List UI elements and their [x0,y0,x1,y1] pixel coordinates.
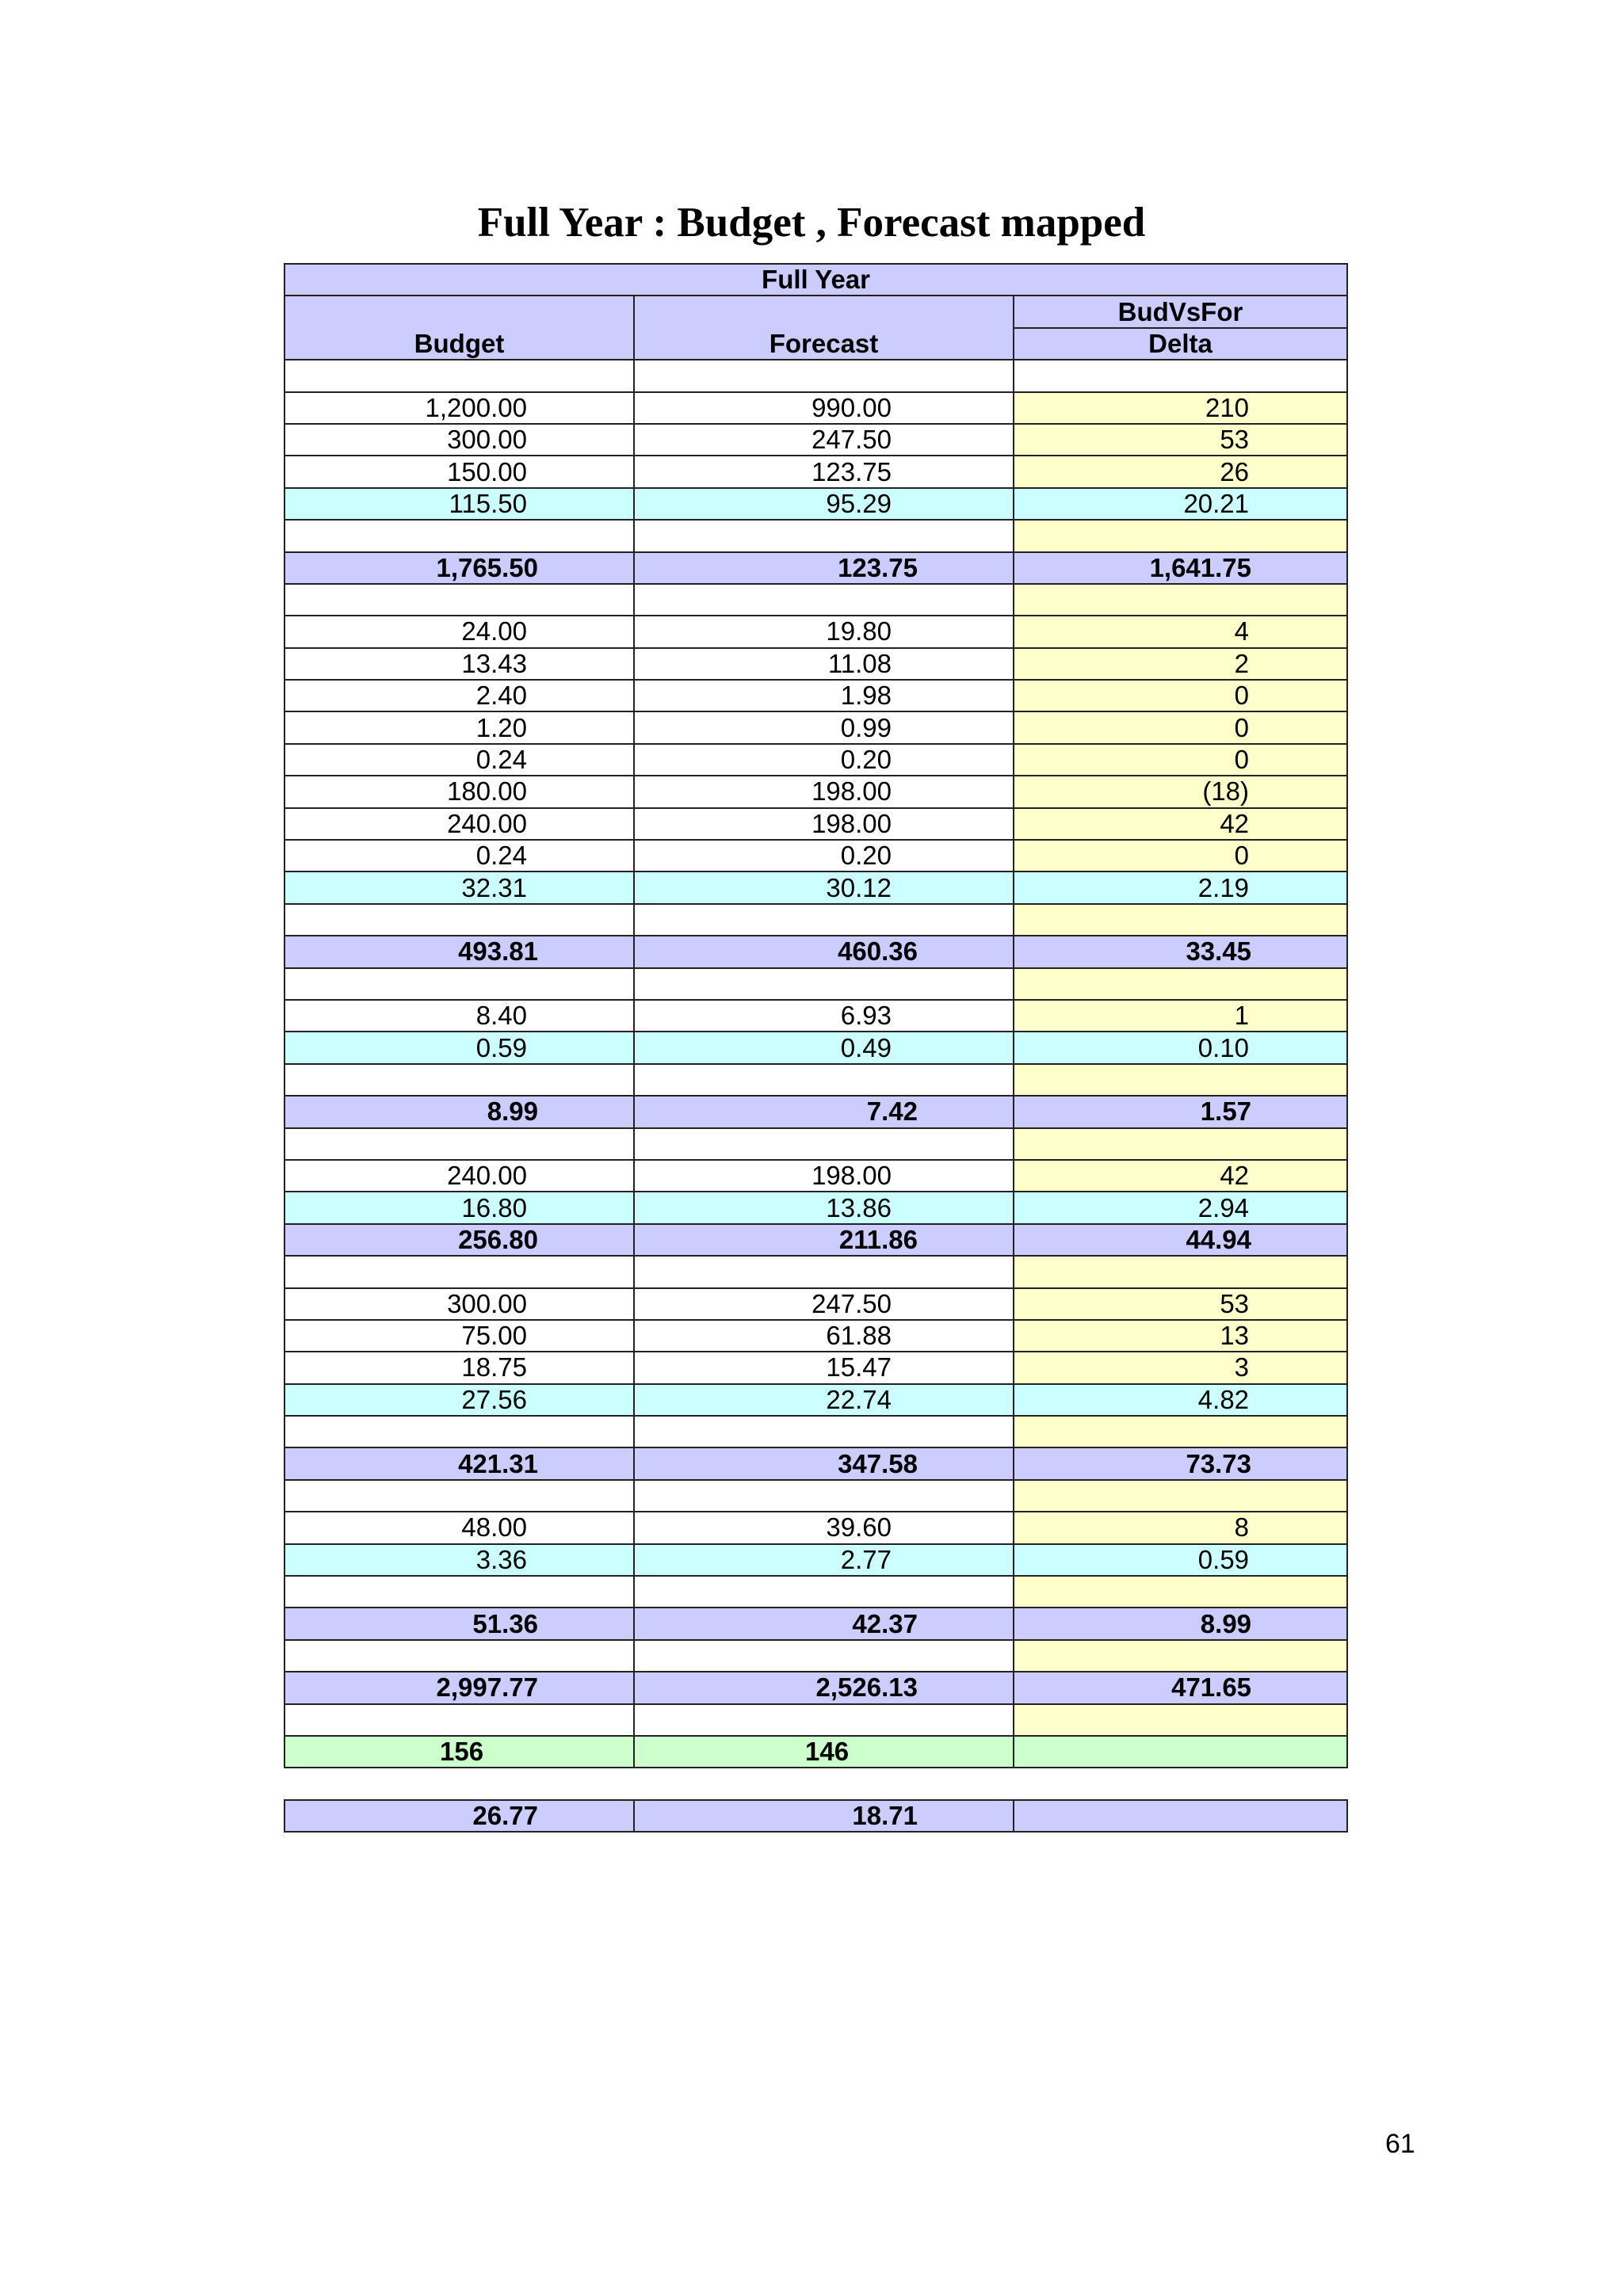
delta-cell [1014,1640,1347,1672]
budget-cell: 180.00 [285,776,634,807]
budget-cell [285,1064,634,1096]
delta-cell: 53 [1014,1288,1347,1320]
table-row [285,1256,1347,1287]
delta-cell: 210 [1014,392,1347,424]
page-number: 61 [1385,2129,1415,2159]
table-row [285,680,1347,711]
table-row [285,1480,1347,1512]
forecast-cell: 347.58 [634,1447,1014,1479]
forecast-cell: 123.75 [634,456,1014,487]
budget-cell: 8.40 [285,1000,634,1032]
forecast-cell [634,1256,1014,1287]
delta-cell: 2 [1014,648,1347,680]
table-row [285,456,1347,487]
full-year-table [284,263,1348,1833]
budget-cell [285,520,634,551]
budget-cell: 1.20 [285,711,634,743]
delta-cell: 0 [1014,711,1347,743]
budget-cell: 1,200.00 [285,392,634,424]
budget-cell [285,1576,634,1608]
budget-cell [285,1128,634,1160]
delta-cell [1014,1256,1347,1287]
table-row [285,648,1347,680]
delta-cell [1014,1064,1347,1096]
table-row [285,808,1347,840]
group-header: Full Year [285,264,1347,296]
forecast-cell: 2.77 [634,1544,1014,1576]
table-row [285,1000,1347,1032]
forecast-cell: 39.60 [634,1512,1014,1543]
budget-cell: 26.77 [285,1800,634,1832]
budget-cell [285,1704,634,1736]
delta-cell: 0 [1014,744,1347,776]
table-row [285,520,1347,551]
delta-cell [1014,1800,1347,1832]
budget-cell: 51.36 [285,1608,634,1639]
forecast-cell [634,520,1014,551]
budget-cell [285,584,634,616]
budget-cell: 3.36 [285,1544,634,1576]
subtotal-row [285,1672,1347,1703]
forecast-cell: 0.20 [634,744,1014,776]
budget-cell: 13.43 [285,648,634,680]
delta-cell: 44.94 [1014,1224,1347,1256]
forecast-cell [634,1128,1014,1160]
delta-cell [1014,584,1347,616]
table-row [285,871,1347,903]
delta-cell [1014,1704,1347,1736]
forecast-cell: 11.08 [634,648,1014,680]
budget-cell: 16.80 [285,1192,634,1223]
budget-cell: 300.00 [285,1288,634,1320]
budget-cell: 421.31 [285,1447,634,1479]
forecast-cell: 18.71 [634,1800,1014,1832]
subtotal-row [285,1608,1347,1639]
delta-cell: 2.19 [1014,871,1347,903]
forecast-cell: 6.93 [634,1000,1014,1032]
forecast-cell: 1.98 [634,680,1014,711]
forecast-cell: 0.49 [634,1032,1014,1063]
forecast-cell [634,1416,1014,1447]
forecast-cell: 19.80 [634,616,1014,647]
delta-cell: 20.21 [1014,488,1347,520]
forecast-cell: 30.12 [634,871,1014,903]
forecast-cell: 247.50 [634,1288,1014,1320]
subtotal-row [285,1096,1347,1127]
table-row [285,1032,1347,1063]
table-row [285,1416,1347,1447]
delta-cell: (18) [1014,776,1347,807]
budget-cell: 48.00 [285,1512,634,1543]
budget-cell: 240.00 [285,1160,634,1192]
delta-cell: 0 [1014,680,1347,711]
delta-cell: 26 [1014,456,1347,487]
budget-header: Budget [285,296,634,360]
forecast-cell: 198.00 [634,808,1014,840]
forecast-cell: 0.20 [634,840,1014,871]
delta-header: Delta [1014,328,1347,360]
delta-cell [1014,520,1347,551]
delta-cell: 42 [1014,808,1347,840]
table-row [285,904,1347,936]
delta-cell [1014,968,1347,1000]
forecast-cell: 0.99 [634,711,1014,743]
delta-cell: 3 [1014,1352,1347,1383]
budget-cell: 8.99 [285,1096,634,1127]
table-row [285,1640,1347,1672]
delta-cell: 33.45 [1014,936,1347,967]
budget-cell: 0.24 [285,744,634,776]
forecast-cell [634,1768,1014,1799]
table-row [285,711,1347,743]
page-title: Full Year : Budget , Forecast mapped [477,200,1146,246]
budget-cell: 156 [285,1736,634,1768]
table-row [285,488,1347,520]
forecast-cell: 211.86 [634,1224,1014,1256]
budget-cell: 2,997.77 [285,1672,634,1703]
forecast-cell: 990.00 [634,392,1014,424]
forecast-cell: 42.37 [634,1608,1014,1639]
table-row [285,1544,1347,1576]
delta-cell: 0.59 [1014,1544,1347,1576]
delta-cell: 13 [1014,1320,1347,1352]
budget-cell: 300.00 [285,424,634,456]
count-row [285,1736,1347,1768]
table-row [285,1160,1347,1192]
budget-cell [285,968,634,1000]
table-row [285,424,1347,456]
forecast-cell: 13.86 [634,1192,1014,1223]
table-row [285,1800,1347,1832]
delta-cell: 1 [1014,1000,1347,1032]
table-row [285,584,1347,616]
forecast-cell: 123.75 [634,552,1014,584]
forecast-cell: 61.88 [634,1320,1014,1352]
delta-cell [1014,360,1347,391]
delta-cell: 8 [1014,1512,1347,1543]
budget-cell [285,360,634,391]
forecast-cell: 22.74 [634,1384,1014,1416]
budget-cell: 493.81 [285,936,634,967]
table-row [285,1384,1347,1416]
table-row [285,1352,1347,1383]
delta-cell [1014,1768,1347,1799]
table-row [285,1128,1347,1160]
delta-cell [1014,904,1347,936]
forecast-cell [634,1640,1014,1672]
budget-cell [285,1480,634,1512]
budget-cell: 240.00 [285,808,634,840]
column-header-row-1 [285,296,1347,327]
forecast-cell [634,1480,1014,1512]
budget-cell [285,1768,634,1799]
budget-cell: 75.00 [285,1320,634,1352]
delta-cell: 73.73 [1014,1447,1347,1479]
forecast-cell [634,1576,1014,1608]
budget-cell [285,1416,634,1447]
table-row [285,968,1347,1000]
delta-cell: 4.82 [1014,1384,1347,1416]
forecast-cell: 146 [634,1736,1014,1768]
delta-cell [1014,1576,1347,1608]
delta-cell: 53 [1014,424,1347,456]
delta-cell: 2.94 [1014,1192,1347,1223]
forecast-cell [634,584,1014,616]
delta-cell: 0.10 [1014,1032,1347,1063]
budget-cell: 27.56 [285,1384,634,1416]
table-row [285,840,1347,871]
forecast-cell [634,1704,1014,1736]
budget-cell: 18.75 [285,1352,634,1383]
delta-cell: 4 [1014,616,1347,647]
forecast-header: Forecast [634,296,1014,360]
group-header-row [285,264,1347,296]
subtotal-row [285,552,1347,584]
table-row [285,1704,1347,1736]
forecast-cell [634,1064,1014,1096]
delta-cell: 1.57 [1014,1096,1347,1127]
delta-cell [1014,1416,1347,1447]
table-row [285,1576,1347,1608]
forecast-cell [634,904,1014,936]
delta-cell: 471.65 [1014,1672,1347,1703]
forecast-cell: 247.50 [634,424,1014,456]
table-row [285,1512,1347,1543]
table-row [285,1320,1347,1352]
budget-cell: 115.50 [285,488,634,520]
budget-cell: 1,765.50 [285,552,634,584]
budget-cell: 0.24 [285,840,634,871]
table-row [285,1768,1347,1799]
delta-cell [1014,1736,1347,1768]
table-row [285,392,1347,424]
budget-cell [285,1640,634,1672]
budget-cell: 0.59 [285,1032,634,1063]
delta-cell: 42 [1014,1160,1347,1192]
budget-cell [285,1256,634,1287]
forecast-cell: 2,526.13 [634,1672,1014,1703]
budget-cell: 2.40 [285,680,634,711]
budvsfor-header: BudVsFor [1014,296,1347,327]
forecast-cell [634,968,1014,1000]
subtotal-row [285,936,1347,967]
forecast-cell: 198.00 [634,1160,1014,1192]
table-row [285,1192,1347,1223]
budget-cell [285,904,634,936]
table-row [285,360,1347,391]
forecast-cell: 95.29 [634,488,1014,520]
table-row [285,1064,1347,1096]
table-row [285,616,1347,647]
budget-cell: 256.80 [285,1224,634,1256]
forecast-cell [634,360,1014,391]
forecast-cell: 7.42 [634,1096,1014,1127]
table-row [285,776,1347,807]
delta-cell: 0 [1014,840,1347,871]
delta-cell: 1,641.75 [1014,552,1347,584]
table-row [285,744,1347,776]
delta-cell [1014,1128,1347,1160]
budget-cell: 24.00 [285,616,634,647]
subtotal-row [285,1224,1347,1256]
budget-cell: 150.00 [285,456,634,487]
subtotal-row [285,1447,1347,1479]
forecast-cell: 198.00 [634,776,1014,807]
budget-cell: 32.31 [285,871,634,903]
forecast-cell: 15.47 [634,1352,1014,1383]
delta-cell: 8.99 [1014,1608,1347,1639]
table-row [285,1288,1347,1320]
forecast-cell: 460.36 [634,936,1014,967]
delta-cell [1014,1480,1347,1512]
